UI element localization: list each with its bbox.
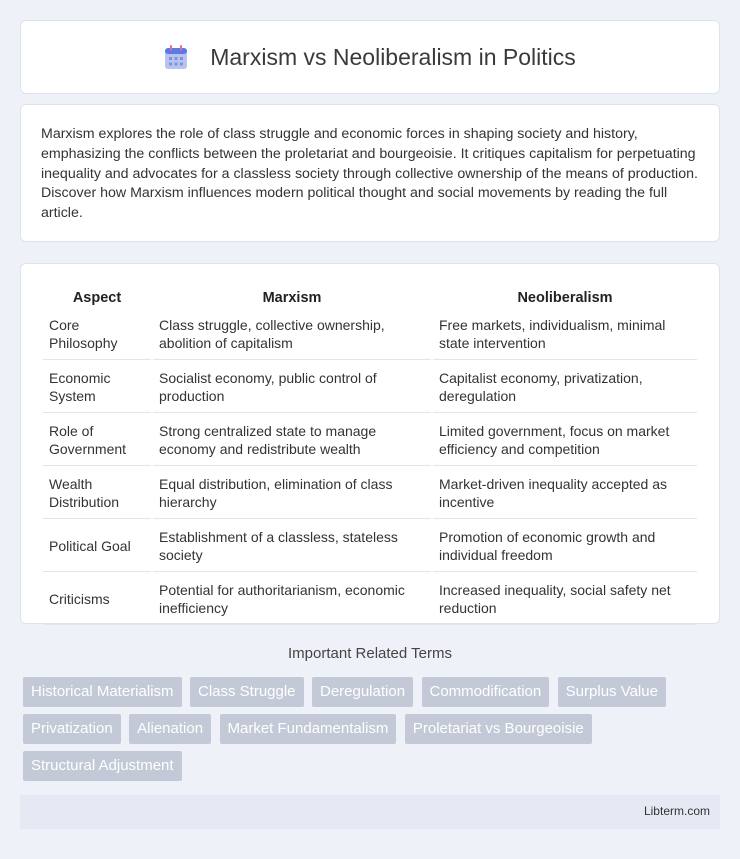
related-term-tag[interactable]: Market Fundamentalism <box>220 714 397 744</box>
table-header-row <box>43 284 697 307</box>
marxism-cell: Establishment of a classless, stateless society <box>153 521 431 572</box>
marxism-cell: Socialist economy, public control of production <box>153 362 431 413</box>
comparison-table-card <box>20 263 720 624</box>
aspect-cell: Economic System <box>43 362 151 413</box>
marxism-cell: Class struggle, collective ownership, abolition of capitalism <box>153 309 431 360</box>
related-terms-title: Important Related Terms <box>288 645 452 662</box>
comparison-table <box>41 282 699 627</box>
related-terms-list <box>23 677 723 788</box>
neoliberalism-cell: Market-driven inequality accepted as incentive <box>433 468 697 519</box>
table-row <box>43 309 697 360</box>
related-term-tag[interactable]: Structural Adjustment <box>23 751 182 781</box>
aspect-cell: Wealth Distribution <box>43 468 151 519</box>
calendar-icon <box>164 44 188 70</box>
related-term-tag[interactable]: Surplus Value <box>558 677 666 707</box>
table-row <box>43 521 697 572</box>
aspect-cell: Core Philosophy <box>43 309 151 360</box>
related-term-tag[interactable]: Commodification <box>422 677 550 707</box>
table-row <box>43 415 697 466</box>
column-header-aspect: Aspect <box>72 290 122 306</box>
related-term-tag[interactable]: Class Struggle <box>190 677 304 707</box>
table-row <box>43 574 697 625</box>
header-card <box>20 20 720 94</box>
aspect-cell: Political Goal <box>43 521 151 572</box>
neoliberalism-cell: Limited government, focus on market efficiency and competition <box>433 415 697 466</box>
related-term-tag[interactable]: Historical Materialism <box>23 677 182 707</box>
marxism-cell: Potential for authoritarianism, economic inefficiency <box>153 574 431 625</box>
related-term-tag[interactable]: Alienation <box>129 714 211 744</box>
marxism-cell: Equal distribution, elimination of class hierarchy <box>153 468 431 519</box>
intro-card <box>20 104 720 242</box>
neoliberalism-cell: Promotion of economic growth and individual freedom <box>433 521 697 572</box>
column-header-marxism: Marxism <box>262 290 322 306</box>
column-header-neoliberalism: Neoliberalism <box>517 290 613 306</box>
neoliberalism-cell: Free markets, individualism, minimal state intervention <box>433 309 697 360</box>
footer <box>20 795 720 829</box>
related-term-tag[interactable]: Proletariat vs Bourgeoisie <box>405 714 592 744</box>
intro-text: Marxism explores the role of class struggle and economic forces in shaping society and history, emphasizing the conflicts between the proletariat and bourgeoisie. It critiques capitalism for perpetuating inequality and advocates for a classless society through collective ownership of the means of production. Discover how Marxism influences modern political thought and social movements by reading the full article. <box>41 126 698 222</box>
table-row <box>43 362 697 413</box>
related-term-tag[interactable]: Privatization <box>23 714 121 744</box>
marxism-cell: Strong centralized state to manage economy and redistribute wealth <box>153 415 431 466</box>
related-term-tag[interactable]: Deregulation <box>312 677 413 707</box>
neoliberalism-cell: Capitalist economy, privatization, deregulation <box>433 362 697 413</box>
table-row <box>43 468 697 519</box>
aspect-cell: Role of Government <box>43 415 151 466</box>
aspect-cell: Criticisms <box>43 574 151 625</box>
neoliberalism-cell: Increased inequality, social safety net reduction <box>433 574 697 625</box>
footer-site-link[interactable]: Libterm.com <box>643 804 710 818</box>
page-title: Marxism vs Neoliberalism in Politics <box>210 43 576 70</box>
